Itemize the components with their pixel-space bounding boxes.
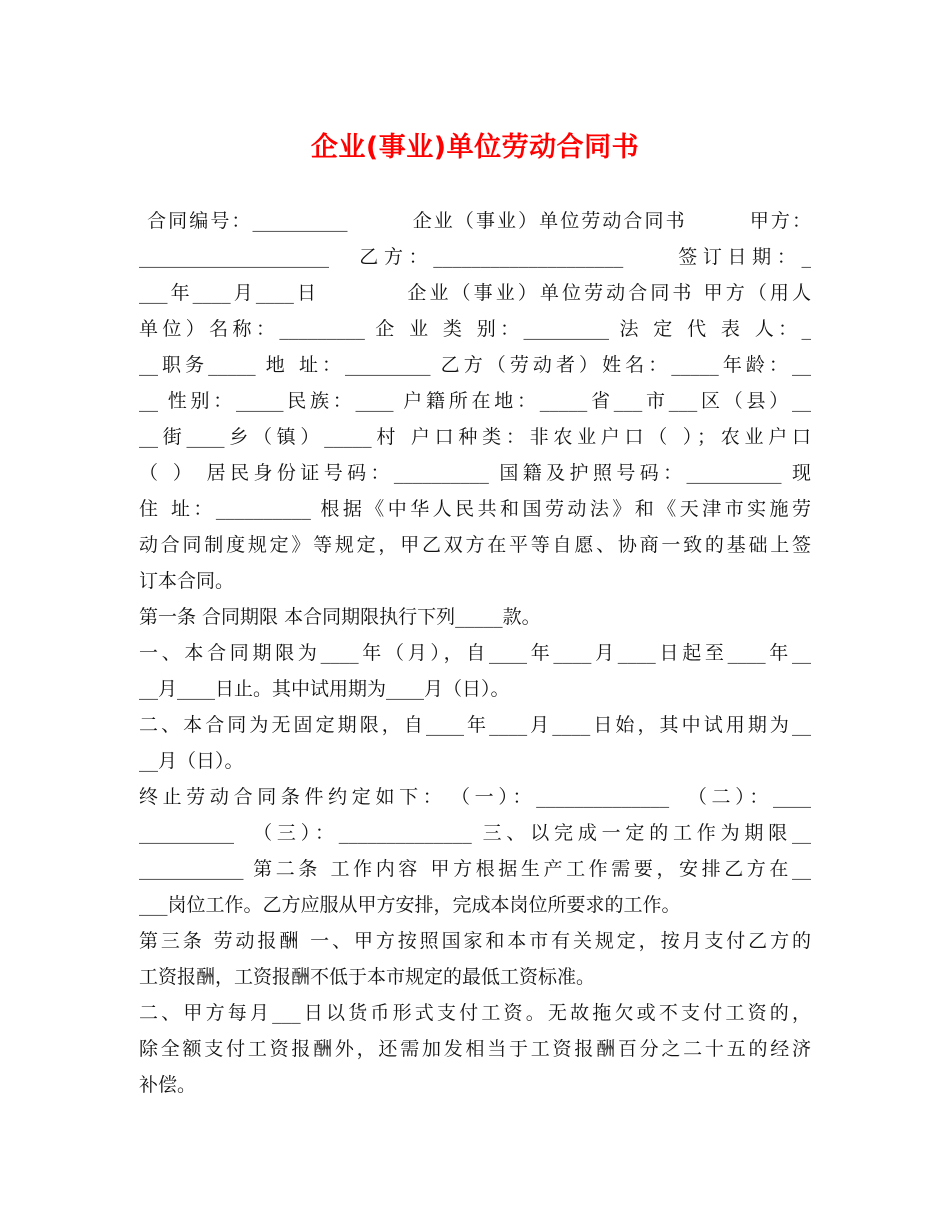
body-line-9: 住 址：__________ 根据《中华人民共和国劳动法》和《天津市实施劳 xyxy=(139,498,811,520)
body-line-8: （ ） 居民身份证号码：__________ 国籍及护照号码：__________ 现 xyxy=(139,462,811,484)
body-line-24: 除全额支付工资报酬外，还需加发相当于工资报酬百分之二十五的经济 xyxy=(139,1038,811,1060)
body-line-18: __________ （三）：______________ 三、以完成一定的工作为期限__ xyxy=(139,822,811,844)
body-line-10: 动合同制度规定》等规定，甲乙双方在平等自愿、协商一致的基础上签 xyxy=(139,534,811,556)
body-line-21: 第三条 劳动报酬 一、甲方按照国家和本市有关规定，按月支付乙方的 xyxy=(139,930,811,952)
document-title: 企业(事业)单位劳动合同书 xyxy=(310,132,640,163)
body-line-17: 终止劳动合同条件约定如下： （一）：______________ （二）：____ xyxy=(139,786,811,808)
body-line-14: __月____日止。其中试用期为____月（日）。 xyxy=(139,678,510,700)
body-line-22: 工资报酬，工资报酬不低于本市规定的最低工资标准。 xyxy=(139,966,596,988)
body-line-5: __职务_____ 地 址：_________ 乙方（劳动者）姓名：_____年龄：__ xyxy=(139,354,811,376)
body-line-13: 一、本合同期限为____年（月），自____年____月____日起至____年__ xyxy=(139,642,811,664)
body-line-25: 补偿。 xyxy=(139,1074,197,1096)
body-line-7: __街____乡（镇）_____村 户口种类：非农业户口（ ）；农业户口 xyxy=(139,426,811,448)
body-line-16: __月（日）。 xyxy=(139,750,244,772)
body-line-23: 二、甲方每月___日以货币形式支付工资。无故拖欠或不支付工资的， xyxy=(139,1002,811,1024)
body-line-11: 订本合同。 xyxy=(139,570,235,592)
body-line-4: 单位）名称：_________ 企 业 类 别：_________ 法 定 代 表 人：_ xyxy=(139,318,811,340)
body-line-20: ___岗位工作。乙方应服从甲方安排，完成本岗位所要求的工作。 xyxy=(139,894,681,916)
body-line-3: ___年____月____日 企业（事业）单位劳动合同书 甲方（用人 xyxy=(139,282,811,304)
body-line-2: ____________________ 乙方：____________________ 签订日期：_ xyxy=(139,246,811,268)
body-line-19: ___________ 第二条 工作内容 甲方根据生产工作需要，安排乙方在__ xyxy=(139,858,811,880)
body-line-12: 第一条 合同期限 本合同期限执行下列_____款。 xyxy=(139,606,541,628)
body-line-1: 合同编号：__________ 企业（事业）单位劳动合同书 甲方： xyxy=(139,210,811,232)
body-line-6: __ 性别：_____民族：____ 户籍所在地：_____省___市___区（县）__ xyxy=(139,390,811,412)
body-line-15: 二、本合同为无固定期限，自____年____月____日始，其中试用期为__ xyxy=(139,714,811,736)
